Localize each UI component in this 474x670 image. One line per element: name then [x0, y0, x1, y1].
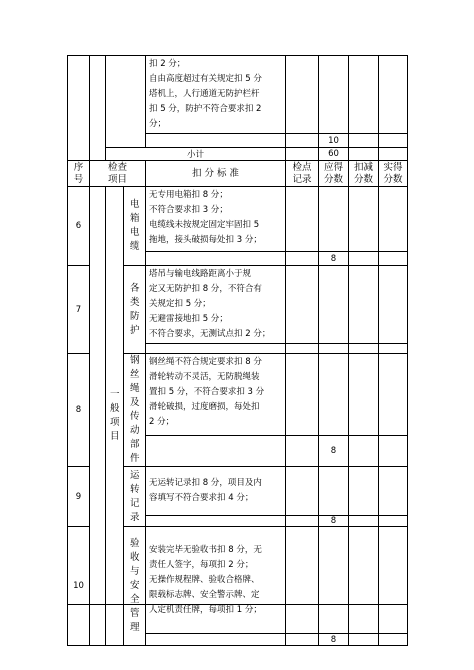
category-left-cell: [90, 187, 106, 646]
row-number: 9: [68, 467, 90, 527]
due-score: 8: [319, 252, 349, 266]
standard-cell: 安装完毕无验收书扣 8 分，无 责任人签字，每项扣 2 分； 无操作规程牌、验收合格牌、 限载标志牌、安全警示牌、定 人定机责任牌，每项扣 1 分；: [146, 527, 286, 634]
standard-cell: 钢丝绳不符合规定要求扣 8 分 滑轮转动不灵活，无防脱绳装 置扣 5 分，不符合要求扣 3 分 滑轮破损，过度磨损，每处扣 2 分；: [146, 354, 286, 436]
item-label: 钢丝绳及传动部件: [130, 355, 140, 464]
standard-line: 分；: [149, 119, 167, 129]
item-label: 各类防护: [130, 282, 140, 336]
header-due: 应得 分数: [319, 161, 349, 187]
item-label: 电箱电缆: [130, 199, 140, 252]
standard-cell: 无运转记录扣 8 分，项目及内 容填写不符合要求扣 4 分；: [146, 467, 286, 516]
top-block-item-cell: [106, 56, 146, 148]
footer-divider: [67, 604, 407, 605]
record-cell: [286, 56, 319, 134]
category-label: 一般项目: [110, 389, 120, 442]
standard-cell: 无专用电箱扣 8 分； 不符合要求扣 3 分； 电缆线未按规定固定牢固扣 5 拖地，接头破损每处扣 3 分；: [146, 187, 286, 252]
due-score: 8: [319, 435, 349, 466]
actual-score-cell: [379, 56, 408, 134]
due-score: [319, 344, 349, 354]
header-deduct: 扣减 分数: [349, 161, 379, 187]
standard-line: 扣 2 分；: [149, 59, 186, 69]
inspection-table: [67, 55, 408, 646]
due-score: 8: [319, 516, 349, 527]
row-number: 7: [68, 266, 90, 354]
subtotal-label: 小计: [106, 148, 286, 161]
top-block-standard: [146, 56, 286, 134]
standard-cell: 塔吊与输电线路距离小于规 定又无防护扣 8 分，不符合有 关规定扣 5 分； 无避雷接地扣 5 分； 不符合要求，无测试点扣 2 分；: [146, 266, 286, 344]
category-cell: [106, 187, 124, 646]
top-block-category-cell: [90, 56, 106, 161]
due-score-cell: [319, 56, 349, 134]
header-item: 检查 项目: [90, 161, 146, 187]
item-cell: [124, 467, 146, 527]
header-standard: 扣 分 标 准: [146, 161, 286, 187]
standard-line: 塔机上，人行通道无防护栏杆: [149, 89, 260, 99]
item-cell: [124, 527, 146, 646]
due-score: 8: [319, 634, 349, 646]
standard-line: 自由高度超过有关规定扣 5 分: [149, 74, 262, 84]
deduct-score-cell: [349, 56, 379, 134]
header-row: [68, 161, 408, 187]
standard-line: 扣 5 分，防护不符合要求扣 2: [149, 104, 262, 114]
header-actual: 实得 分数: [379, 161, 408, 187]
header-record: 检点 记录: [286, 161, 319, 187]
item-cell: [124, 354, 146, 467]
item-label: 验收与安全管理: [130, 538, 140, 633]
top-block-row: [68, 56, 408, 134]
item-cell: [124, 266, 146, 354]
subtotal-score: 60: [319, 148, 349, 161]
item-cell: [124, 187, 146, 266]
top-block-no-cell: [68, 56, 90, 161]
header-no: 序 号: [68, 161, 90, 187]
table-row: [68, 187, 408, 252]
subtotal-row: [68, 148, 408, 161]
row-number: 6: [68, 187, 90, 266]
row-number: 8: [68, 354, 90, 467]
item-label: 运转记录: [130, 469, 140, 523]
row-number: 10: [68, 527, 90, 646]
due-score: 10: [319, 134, 349, 148]
